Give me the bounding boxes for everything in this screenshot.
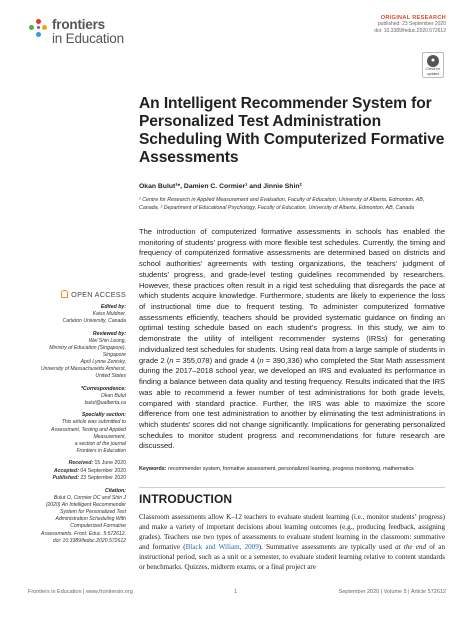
specialty-text: Frontiers in Education	[76, 447, 126, 454]
citation-label: Citation:	[104, 487, 126, 494]
reviewer-affiliation: University of Massachusetts Amherst,	[40, 366, 126, 373]
citation-doi-link[interactable]: doi: 10.3389/feduc.2020.572612	[52, 537, 126, 544]
editor-affiliation: Carleton University, Canada	[62, 318, 126, 325]
keywords-label: Keywords:	[139, 466, 167, 472]
intro-text: ). Summative assessments are typically used	[258, 543, 396, 552]
introduction-text	[139, 512, 445, 572]
specialty-text: Measurement,	[93, 433, 126, 440]
abstract-text: The introduction of computerized formative assessments in schools has enabled the monitoring of students’ progress with more flexible test schedules. Currently, the timing and frequency of computerized formative assessments are determined based on districts and school authorities’ agreements with testing organizations, the teachers’ judgment of students’ progress, and grade-level testing guidelines recommended by researchers. However, these practices often result in a rigid test scheduling that disregards the pace at which students acquire knowledge. Furthermore, students are likely to experience the loss of instructional time due to frequent testing. To administer computerized formative assessments efficiently, teachers should be provided systematic guidance on finding an optimal testing schedule based on each student’s progress. In this study, we aim to demonstrate the utility of intelligent recommender systems (IRSs) for generating individualized test schedules for students. Using real data from a large sample of students in grade 2 (	[139, 227, 445, 365]
abstract-text: = 355,078) and grade 4 (	[173, 355, 260, 365]
check-updates-label-2: updates	[426, 71, 440, 76]
correspondence-label: *Correspondence:	[81, 385, 126, 392]
citation-text: Assessments. Front. Educ. 5:572612.	[41, 530, 126, 537]
abstract-symbol: n	[169, 355, 174, 365]
citation-text: Computerized Formative	[70, 523, 126, 530]
reviewer-name[interactable]: April Lynne Zenisky,	[80, 359, 126, 366]
published-date: published: 23 September 2020	[377, 21, 446, 27]
correspondence-email-link[interactable]: bulut@ualberta.ca	[84, 399, 126, 406]
citation-link[interactable]: Black and Wiliam, 2009	[185, 543, 259, 552]
accepted-date: Accepted: 04 September 2020	[53, 467, 126, 474]
check-updates-label: Check for	[425, 67, 441, 71]
citation-text: (2020) An Intelligent Recommender	[45, 502, 126, 508]
journal-subtitle: in Education	[52, 30, 124, 46]
open-access-label: OPEN ACCESS	[71, 290, 126, 299]
keywords	[139, 465, 445, 473]
footer-journal-link[interactable]: Frontiers in Education | www.frontiersin.org	[28, 589, 133, 595]
published-date-sidebar: Published: 23 September 2020	[52, 475, 126, 482]
citation-text: Bulut O, Cormier DC and Shin J	[53, 494, 126, 501]
citation-text: Administration Scheduling With	[55, 516, 126, 523]
citation-text: System for Personalized Test	[59, 509, 126, 516]
abstract-text: = 390,336) who completed the Star Math assessment during the 2017–2018 school year, we developed an IRS and evaluated its performance in finding a balance between data quality and testing frequency. Results indicated that the IRS was able to recommend a fewer number of test administrations for both grade levels, compared with standard practice. Further, the IRS was able to maximize the score difference from one test administration to another by eliminating the test administrations in which students’ scores did not change significantly. Implications for generating personalized schedules to monitor student progress and recommendations for future research are discussed.	[139, 355, 445, 451]
article-doi[interactable]: doi: 10.3389/feduc.2020.572612	[374, 28, 446, 34]
page-footer	[28, 589, 446, 595]
intro-text: Classroom assessments allow K–12 teachers to evaluate student learning (i.e., monitor students’ progress) and make a variety of important decisions about learning outcomes (e.g., producing feedback, assigning grades). Teachers use two types of assessments to evaluate student learning in the classroom: summative and formative (	[139, 513, 445, 552]
specialty-text: a section of the journal	[74, 440, 126, 447]
check-for-updates-button[interactable]	[422, 52, 444, 78]
journal-name: frontiers	[52, 17, 105, 32]
reviewer-affiliation: Singapore	[102, 352, 126, 359]
page-number: 1	[234, 589, 238, 595]
article-meta	[374, 15, 446, 35]
specialty-section-label: Specialty section:	[81, 412, 126, 419]
reviewer-affiliation: United States	[95, 373, 126, 380]
bookmark-icon: ●	[427, 55, 439, 67]
reviewed-by-label: Reviewed by:	[92, 330, 126, 337]
footer-volume-info: September 2020 | Volume 5 | Article 572612	[338, 589, 446, 595]
frontiers-logo-icon	[28, 19, 48, 39]
editor-name[interactable]: Kaiss Muldner,	[92, 311, 126, 318]
reviewer-name[interactable]: Wei Shin Leong,	[88, 337, 126, 344]
divider	[139, 487, 445, 488]
edited-by-label: Edited by:	[100, 304, 126, 310]
article-title: An Intelligent Recommender System for Personalized Test Administration Scheduling With Computerized Formative Assessments	[139, 95, 445, 167]
correspondence-name: Okan Bulut	[100, 392, 126, 399]
affiliation-line: ¹ Centre for Research in Applied Measurement and Evaluation, Faculty of Education, University of Alberta, Edmonton, AB,	[139, 197, 425, 203]
received-date: Received: 15 June 2020	[68, 460, 126, 466]
specialty-text: This article was submitted to	[61, 419, 126, 426]
open-access-badge	[28, 290, 126, 299]
article-type: ORIGINAL RESEARCH	[380, 15, 446, 21]
affiliation-line: Canada, ² Department of Educational Psychology, Faculty of Education, University of Alberta, Edmonton, AB, Canada	[139, 205, 415, 212]
section-heading: INTRODUCTION	[139, 492, 233, 506]
author-list[interactable]: Okan Bulut¹*, Damien C. Cormier¹ and Jinnie Shin²	[139, 183, 302, 190]
reviewer-affiliation: Ministry of Education (Singapore),	[49, 344, 126, 351]
affiliations	[139, 196, 439, 212]
journal-logo[interactable]	[28, 18, 124, 45]
intro-emphasis: at the end	[395, 543, 426, 552]
open-lock-icon	[61, 290, 68, 298]
intro-text: of an instructional period, such as a unit or a semester, to evaluate student learning relative to content standards or benchmarks. Quizzes, midterm exams, or a final project are	[139, 543, 445, 572]
specialty-text: Assessment, Testing and Applied	[51, 426, 126, 433]
abstract-symbol: n	[259, 355, 264, 365]
keywords-text: recommender system, formative assessment, personalized learning, progress monitoring, mathematics	[168, 466, 414, 472]
abstract	[139, 227, 445, 452]
sidebar	[28, 290, 126, 545]
article-dates	[28, 460, 126, 483]
